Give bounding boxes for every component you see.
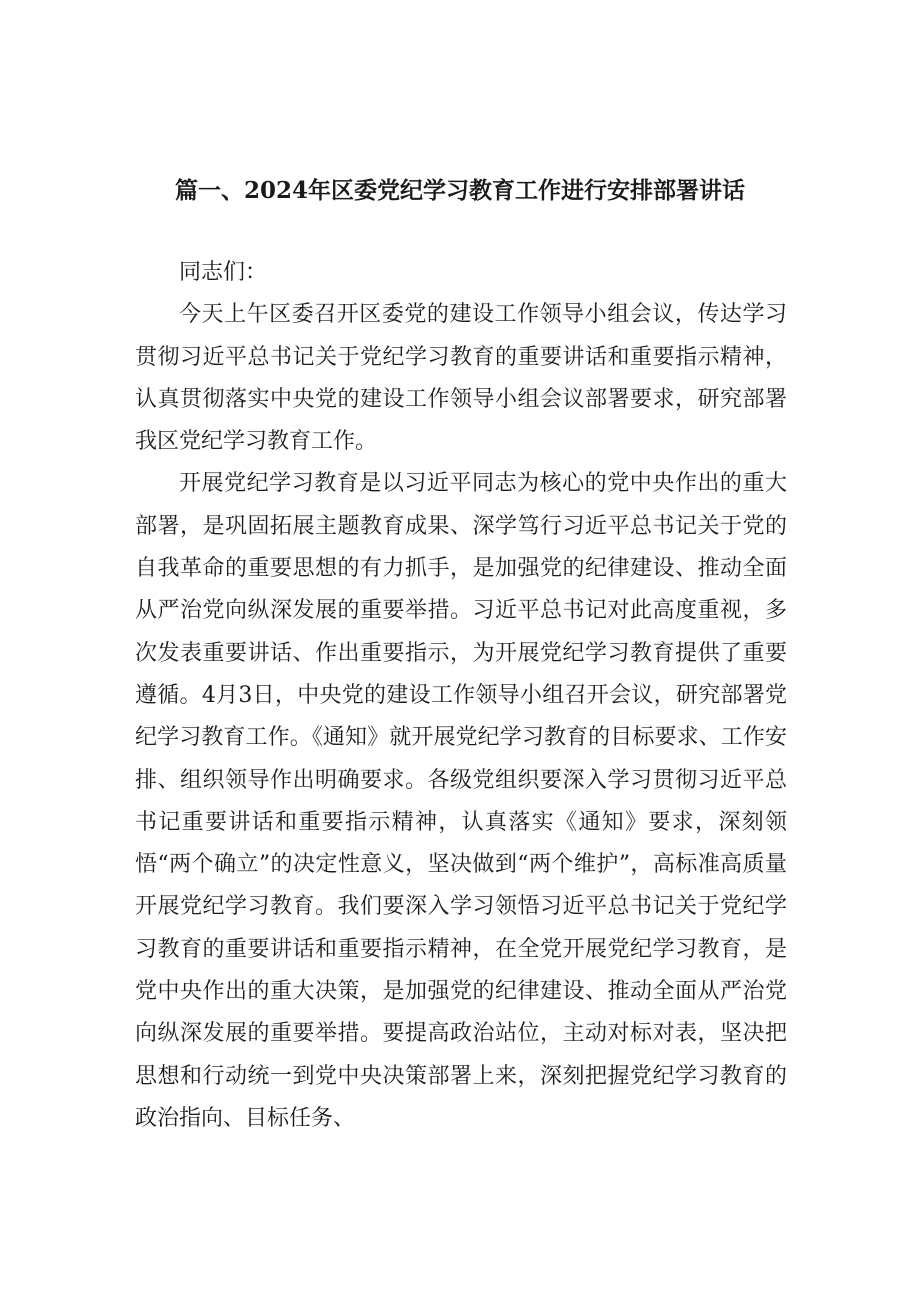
paragraph-1: 今天上午区委召开区委党的建设工作领导小组会议，传达学习贯彻习近平总书记关于党纪学习教育的重要讲话和重要指示精神，认真贯彻落实中央党的建设工作领导小组会议部署要求，研究部署我区党纪学习教育工作。	[135, 302, 787, 455]
document-body	[135, 252, 787, 1140]
salutation: 同志们：	[179, 260, 268, 285]
paragraph-2: 开展党纪学习教育是以习近平同志为核心的党中央作出的重大部署，是巩固拓展主题教育成果、深学笃行习近平总书记关于党的自我革命的重要思想的有力抓手，是加强党的纪律建设、推动全面从严治党向纵深发展的重要举措。习近平总书记对此高度重视，多次发表重要讲话、作出重要指示，为开展党纪学习教育提供了重要遵循。4月3日，中央党的建设工作领导小组召开会议，研究部署党纪学习教育工作。《通知》就开展党纪学习教育的目标要求、工作安排、组织领导作出明确要求。各级党组织要深入学习贯彻习近平总书记重要讲话和重要指示精神，认真落实《通知》要求，深刻领悟“两个确立”的决定性意义，坚决做到“两个维护”，高标准高质量开展党纪学习教育。我们要深入学习领悟习近平总书记关于党纪学习教育的重要讲话和重要指示精神，在全党开展党纪学习教育，是党中央作出的重大决策，是加强党的纪律建设、推动全面从严治党向纵深发展的重要举措。要提高政治站位，主动对标对表，坚决把思想和行动统一到党中央决策部署上来，深刻把握党纪学习教育的政治指向、目标任务、	[135, 471, 787, 1131]
document-title: 篇一、2024年区委党纪学习教育工作进行安排部署讲话	[174, 177, 745, 204]
